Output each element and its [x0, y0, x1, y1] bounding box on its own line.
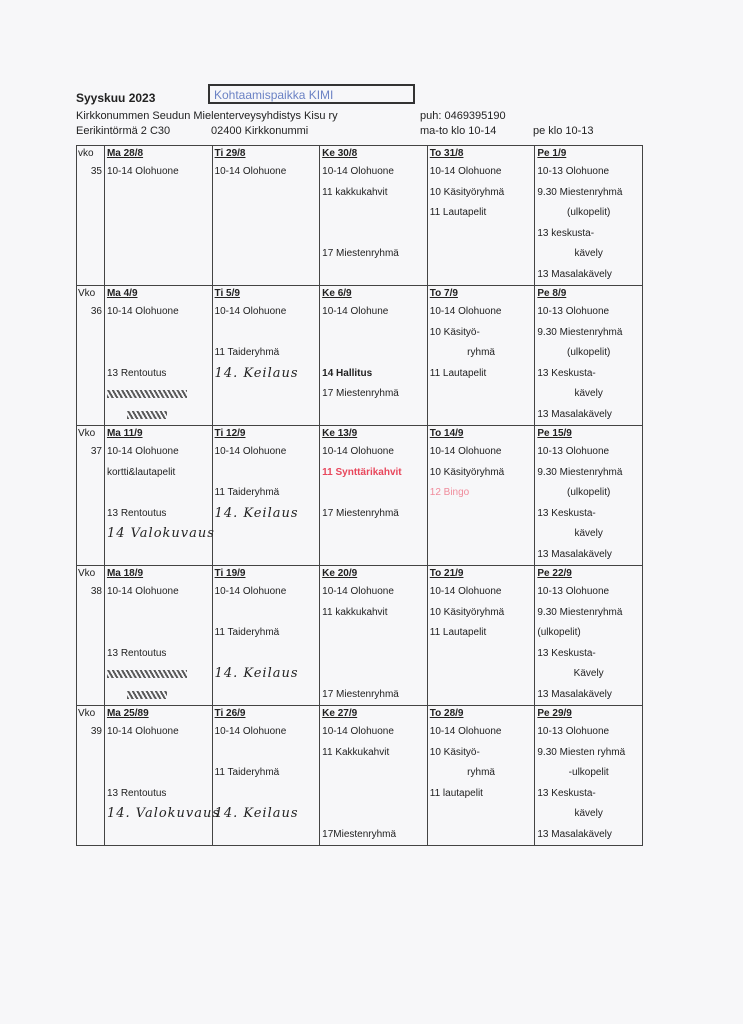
event-line: 10-14 Olohuone	[322, 586, 394, 597]
day-cell	[427, 426, 535, 566]
day-cell	[535, 146, 643, 286]
event-line: 13 Rentoutus	[106, 367, 167, 379]
day-cell	[104, 426, 215, 566]
empty-line	[320, 763, 427, 784]
day-cell	[427, 146, 535, 286]
day-cell	[104, 566, 212, 706]
day-cell	[427, 566, 535, 706]
month-title: Syyskuu 2023	[76, 91, 156, 105]
day-cell	[320, 286, 428, 426]
event-line: (ulkopelit)	[567, 487, 611, 498]
week-row	[77, 566, 643, 706]
event-line: 10-14 Olohuone	[106, 446, 179, 457]
day-cell	[104, 706, 221, 846]
street-address: Eerikintörmä 2 C30	[76, 125, 171, 137]
event-line: 14. Keilaus	[214, 365, 299, 381]
day-cell	[320, 146, 428, 286]
day-heading: Ke 13/9	[322, 428, 358, 439]
empty-line	[320, 545, 427, 566]
event-line: 11 Taideryhmä	[214, 627, 280, 638]
event-line: 10-14 Olohuone	[106, 726, 179, 737]
empty-line	[320, 483, 427, 504]
day-cell	[212, 706, 320, 846]
day-cell	[104, 286, 212, 426]
week-number: 35	[90, 166, 102, 177]
event-line: 10 Käsityö-	[429, 746, 480, 758]
day-heading: Ma 4/9	[106, 288, 138, 299]
event-line: 17 Miestenryhmä	[322, 688, 399, 700]
event-line: 10 Käsityöryhmä	[429, 186, 505, 198]
day-heading: Ke 6/9	[322, 288, 352, 299]
event-line: kävely	[574, 388, 603, 399]
week-label: vko	[78, 148, 94, 159]
event-line: 9.30 Miestenryhmä	[537, 606, 623, 618]
event-line: 11 Lautapelit	[429, 367, 487, 379]
day-heading: Ke 30/8	[322, 148, 358, 159]
empty-line	[213, 685, 320, 706]
event-line: 10-14 Olohuone	[106, 586, 179, 597]
empty-line	[428, 405, 535, 426]
empty-line	[213, 265, 320, 286]
empty-line	[320, 664, 427, 685]
day-heading: Ti 12/9	[214, 428, 246, 439]
event-line: 10-14 Olohuone	[214, 306, 287, 317]
day-heading: Ti 5/9	[214, 288, 240, 299]
day-heading: Ma 28/8	[106, 148, 144, 159]
day-heading: Pe 22/9	[537, 568, 572, 579]
day-cell	[535, 706, 643, 846]
event-line: 11 Lautapelit	[429, 207, 487, 218]
empty-line	[320, 265, 427, 286]
empty-line	[105, 623, 212, 644]
day-heading: Ma 11/9	[106, 428, 143, 439]
week-label: Vko	[78, 568, 96, 579]
event-line: ryhmä	[467, 347, 495, 358]
event-line: 10 Käsityöryhmä	[429, 466, 505, 478]
empty-line	[105, 825, 212, 846]
empty-line	[428, 685, 535, 706]
day-heading: Ke 20/9	[322, 568, 358, 579]
empty-line	[428, 384, 535, 405]
empty-line	[320, 343, 427, 364]
day-heading: To 14/9	[429, 428, 464, 439]
empty-line	[213, 784, 320, 805]
event-line: 10-14 Olohuone	[429, 306, 502, 317]
event-line: 17Miestenryhmä	[322, 828, 397, 840]
empty-line	[105, 384, 212, 405]
event-line: (ulkopelit)	[567, 347, 611, 358]
week-row	[77, 146, 643, 286]
event-line: (ulkopelit)	[537, 627, 581, 638]
event-line: 14. Keilaus	[214, 505, 299, 521]
event-line: 10-14 Olohuone	[429, 446, 502, 457]
week-number-cell	[77, 426, 105, 566]
day-heading: Pe 8/9	[537, 288, 567, 299]
empty-line	[105, 224, 212, 245]
event-line: 11 kakkukahvit	[322, 186, 388, 198]
event-line: kävely	[574, 528, 603, 539]
empty-line	[213, 405, 320, 426]
calendar-table	[76, 145, 643, 846]
event-line: 11 Lautapelit	[429, 627, 487, 638]
day-cell	[535, 286, 643, 426]
empty-line	[428, 545, 535, 566]
empty-line	[213, 224, 320, 245]
empty-line	[320, 784, 427, 805]
empty-line	[428, 804, 535, 825]
event-line: 13 Masalakävely	[537, 268, 612, 280]
event-line: 13 Masalakävely	[537, 548, 612, 560]
day-cell	[320, 706, 428, 846]
day-heading: Ti 19/9	[214, 568, 246, 579]
week-label: Vko	[78, 708, 96, 719]
org-name: Kirkkonummen Seudun Mielenterveysyhdistys Kisu ry	[76, 110, 338, 122]
event-line: 11 Taideryhmä	[214, 487, 280, 498]
empty-line	[105, 323, 212, 344]
empty-line	[428, 664, 535, 685]
event-line: 17 Miestenryhmä	[322, 507, 399, 519]
event-line: 10-14 Olohuone	[429, 586, 502, 597]
week-number-cell	[77, 566, 105, 706]
week-number: 37	[90, 446, 102, 457]
week-label: Vko	[78, 288, 96, 299]
postal-address: 02400 Kirkkonummi	[211, 125, 309, 137]
empty-line	[428, 504, 535, 525]
event-line: 10-14 Olohuone	[214, 726, 287, 737]
phone: puh: 0469395190	[420, 110, 506, 122]
week-row	[77, 286, 643, 426]
empty-line	[428, 244, 535, 265]
event-line: 14. Valokuvaus	[106, 806, 221, 821]
event-line: 9.30 Miesten ryhmä	[537, 746, 626, 758]
empty-line	[320, 224, 427, 245]
event-line: 11 kakkukahvit	[322, 606, 388, 618]
event-line: 10-14 Olohuone	[322, 726, 394, 737]
empty-line	[213, 603, 320, 624]
opening-hours-fri: pe klo 10-13	[533, 125, 594, 137]
day-heading: Ti 26/9	[214, 708, 246, 719]
empty-line	[213, 545, 320, 566]
day-heading: Ke 27/9	[322, 708, 358, 719]
event-line: 9.30 Miestenryhmä	[537, 326, 623, 338]
event-line: 17 Miestenryhmä	[322, 388, 399, 399]
crossed-out-text	[107, 390, 187, 398]
event-line: 10-14 Olohuone	[214, 166, 287, 177]
empty-line	[105, 763, 212, 784]
crossed-out-text	[127, 411, 167, 419]
day-cell	[212, 426, 320, 566]
day-cell	[212, 566, 320, 706]
day-heading: Ma 18/9	[106, 568, 144, 579]
empty-line	[320, 644, 427, 665]
event-line: 14. Keilaus	[214, 666, 299, 681]
event-line: 10-14 Olohuone	[214, 586, 287, 597]
day-cell	[320, 566, 428, 706]
event-line: 11 Synttärikahvit	[322, 466, 402, 478]
event-line: 10-14 Olohuone	[429, 166, 502, 177]
empty-line	[213, 384, 320, 405]
empty-line	[320, 524, 427, 545]
day-cell	[212, 146, 320, 286]
event-line: 13 Keskusta-	[537, 787, 596, 799]
empty-line	[213, 463, 320, 484]
empty-line	[105, 743, 212, 764]
day-cell	[427, 706, 535, 846]
day-cell	[104, 146, 212, 286]
empty-line	[213, 743, 320, 764]
day-heading: To 28/9	[429, 708, 464, 719]
event-line: 10-13 Olohuone	[537, 586, 610, 597]
empty-line	[213, 644, 320, 665]
empty-line	[320, 323, 427, 344]
day-heading: To 7/9	[429, 288, 458, 299]
empty-line	[320, 623, 427, 644]
empty-line	[105, 603, 212, 624]
crossed-out-text	[107, 670, 187, 678]
day-heading: Pe 29/9	[537, 708, 572, 719]
empty-line	[105, 664, 212, 685]
empty-line	[213, 203, 320, 224]
event-line: 10-14 Olohuone	[322, 446, 394, 457]
event-line: 13 Masalakävely	[537, 688, 612, 700]
event-line: 13 Keskusta-	[537, 507, 596, 519]
empty-line	[213, 183, 320, 204]
day-cell	[212, 286, 320, 426]
empty-line	[213, 244, 320, 265]
empty-line	[320, 804, 427, 825]
place-title: Kohtaamispaikka KIMI	[214, 88, 334, 102]
week-label: Vko	[78, 428, 96, 439]
event-line: kävely	[574, 248, 603, 259]
place-title-box	[208, 84, 415, 104]
empty-line	[213, 825, 320, 846]
empty-line	[105, 203, 212, 224]
week-number: 36	[90, 306, 102, 317]
opening-hours-mon-thu: ma-to klo 10-14	[420, 125, 497, 137]
day-cell	[535, 566, 643, 706]
week-number-cell	[77, 146, 105, 286]
event-line: 14 Valokuvaus	[106, 526, 215, 541]
day-cell	[427, 286, 535, 426]
empty-line	[105, 183, 212, 204]
day-heading: To 31/8	[429, 148, 464, 159]
week-number: 38	[90, 586, 102, 597]
empty-line	[320, 203, 427, 224]
empty-line	[213, 524, 320, 545]
event-line: 11 Taideryhmä	[214, 767, 280, 778]
week-number-cell	[77, 706, 105, 846]
event-line: 10-13 Olohuone	[537, 166, 610, 177]
event-line: kortti&lautapelit	[106, 466, 176, 478]
event-line: 13 Masalakävely	[537, 408, 612, 420]
event-line: 10-14 Olohuone	[429, 726, 502, 737]
empty-line	[105, 343, 212, 364]
empty-line	[428, 825, 535, 846]
event-line: 10-13 Olohuone	[537, 446, 610, 457]
event-line: 13 Keskusta-	[537, 647, 596, 659]
event-line: 10-14 Olohuone	[214, 446, 287, 457]
event-line: 14 Hallitus	[322, 367, 373, 379]
event-line: 10-14 Olohuone	[106, 306, 179, 317]
empty-line	[320, 405, 427, 426]
event-line: 10-14 Olohuone	[322, 166, 394, 177]
empty-line	[428, 524, 535, 545]
event-line: 13 Rentoutus	[106, 787, 167, 799]
week-row	[77, 426, 643, 566]
empty-line	[105, 244, 212, 265]
empty-line	[428, 265, 535, 286]
day-heading: Pe 15/9	[537, 428, 572, 439]
empty-line	[213, 323, 320, 344]
empty-line	[428, 644, 535, 665]
day-heading: To 21/9	[429, 568, 464, 579]
week-number-cell	[77, 286, 105, 426]
event-line: 11 Taideryhmä	[214, 347, 280, 358]
event-line: Kävely	[573, 668, 604, 679]
empty-line	[105, 483, 212, 504]
event-line: -ulkopelit	[568, 767, 609, 778]
event-line: 14. Keilaus	[214, 806, 299, 821]
empty-line	[105, 685, 212, 706]
event-line: (ulkopelit)	[567, 207, 611, 218]
event-line: 10-13 Olohuone	[537, 726, 610, 737]
day-heading: Ma 25/89	[106, 708, 149, 719]
week-row	[77, 706, 643, 846]
empty-line	[105, 265, 212, 286]
event-line: 11 Kakkukahvit	[322, 746, 390, 758]
empty-line	[105, 545, 212, 566]
empty-line	[428, 224, 535, 245]
event-line: 13 Keskusta-	[537, 367, 596, 379]
day-heading: Ti 29/8	[214, 148, 246, 159]
event-line: 13 Rentoutus	[106, 647, 167, 659]
event-line: 9.30 Miestenryhmä	[537, 466, 623, 478]
event-line: 10 Käsityö-	[429, 326, 480, 338]
event-line: 13 Rentoutus	[106, 507, 167, 519]
event-line: 12 Bingo	[429, 487, 470, 498]
event-line: 10-13 Olohuone	[537, 306, 610, 317]
day-cell	[535, 426, 643, 566]
empty-line	[105, 405, 212, 426]
day-cell	[320, 426, 428, 566]
event-line: ryhmä	[467, 767, 495, 778]
event-line: 9.30 Miestenryhmä	[537, 186, 623, 198]
week-number: 39	[90, 726, 102, 737]
event-line: kävely	[574, 808, 603, 819]
day-heading: Pe 1/9	[537, 148, 567, 159]
event-line: 17 Miestenryhmä	[322, 248, 399, 259]
event-line: 10 Käsityöryhmä	[429, 606, 505, 618]
event-line: 13 keskusta-	[537, 227, 595, 239]
event-line: 10-14 Olohuone	[106, 166, 179, 177]
crossed-out-text	[127, 691, 167, 699]
event-line: 10-14 Olohune	[322, 306, 389, 317]
event-line: 13 Masalakävely	[537, 828, 612, 840]
event-line: 11 lautapelit	[429, 787, 483, 799]
